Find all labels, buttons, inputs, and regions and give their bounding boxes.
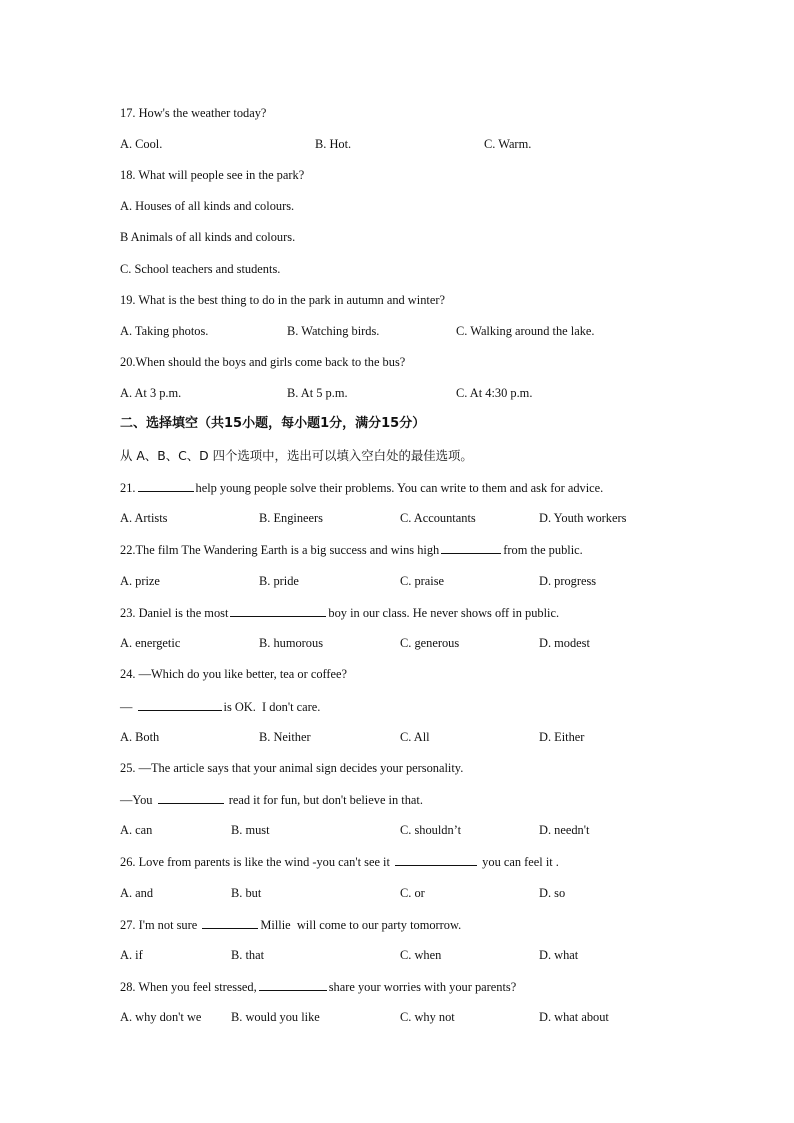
q25-blank (158, 791, 224, 804)
q22-stem-pre: 22.The film The Wandering Earth is a big success and wins high (120, 543, 440, 557)
question-22-stem (120, 541, 583, 558)
q23-option-b: B. humorous (259, 636, 324, 650)
question-21-stem (120, 479, 603, 496)
section-2-heading: 二、选择填空（共15小题，每小题1分，满分15分） (120, 416, 426, 431)
q28-option-c: C. why not (400, 1010, 455, 1024)
q24-option-b: B. Neither (259, 730, 311, 744)
q26-stem-pre: 26. Love from parents is like the wind -you can't see it (120, 855, 390, 869)
q28-option-a: A. why don't we (120, 1010, 202, 1024)
q26-blank (395, 853, 477, 866)
question-28-stem (120, 978, 516, 995)
q21-option-b: B. Engineers (259, 511, 324, 525)
q19-option-a: A. Taking photos. (120, 324, 209, 338)
q25-option-d: D. needn't (539, 823, 590, 837)
q26-option-c: C. or (400, 886, 425, 900)
q21-option-c: C. Accountants (400, 511, 476, 525)
q27-option-d: D. what (539, 948, 579, 962)
q24-reply (120, 698, 320, 715)
q17-option-c: C. Warm. (484, 137, 532, 151)
q20-option-a: A. At 3 p.m. (120, 386, 182, 400)
question-19-stem: 19. What is the best thing to do in the park in autumn and winter? (120, 293, 445, 307)
q26-stem-post: you can feel it . (482, 855, 559, 869)
q24-option-a: A. Both (120, 730, 160, 744)
q18-option-c: C. School teachers and students. (120, 262, 281, 276)
question-26-stem (120, 853, 559, 870)
q21-option-d: D. Youth workers (539, 511, 627, 525)
q27-option-c: C. when (400, 948, 442, 962)
q25-reply-post: read it for fun, but don't believe in that. (228, 793, 423, 807)
q18-option-a: A. Houses of all kinds and colours. (120, 199, 295, 213)
q28-blank (259, 978, 327, 991)
q24-reply-dash: — (120, 700, 133, 714)
q19-option-c: C. Walking around the lake. (456, 324, 595, 338)
q24-blank (138, 698, 222, 711)
q27-stem-pre: 27. I'm not sure (120, 918, 198, 932)
q23-stem-pre: 23. Daniel is the most (120, 606, 229, 620)
q23-stem-post: boy in our class. He never shows off in public. (328, 606, 560, 620)
q23-blank (230, 604, 326, 617)
q25-reply (120, 791, 423, 808)
q26-option-a: A. and (120, 886, 154, 900)
q22-stem-post: from the public. (503, 543, 583, 557)
q27-option-a: A. if (120, 948, 143, 962)
q24-reply-text: is OK. I don't care. (223, 700, 321, 714)
q25-reply-pre: —You (120, 793, 153, 807)
q21-stem-text: help young people solve their problems. You can write to them and ask for advice. (195, 481, 604, 495)
q19-option-b: B. Watching birds. (287, 324, 380, 338)
q25-option-a: A. can (120, 823, 153, 837)
question-24-stem: 24. —Which do you like better, tea or coffee? (120, 667, 348, 681)
q26-option-b: B. but (231, 886, 262, 900)
question-25-stem: 25. —The article says that your animal sign decides your personality. (120, 761, 464, 775)
q23-option-c: C. generous (400, 636, 460, 650)
q28-stem-post: share your worries with your parents? (328, 980, 517, 994)
q26-option-d: D. so (539, 886, 566, 900)
q21-option-a: A. Artists (120, 511, 168, 525)
q24-option-c: C. All (400, 730, 430, 744)
question-23-stem (120, 604, 559, 621)
q23-option-a: A. energetic (120, 636, 181, 650)
section-2-instruction: 从 A、B、C、D 四个选项中，选出可以填入空白处的最佳选项。 (120, 448, 473, 463)
q24-option-d: D. Either (539, 730, 585, 744)
q21-stem-number: 21. (120, 481, 136, 495)
q25-option-b: B. must (231, 823, 270, 837)
q22-blank (441, 541, 501, 554)
q17-option-a: A. Cool. (120, 137, 163, 151)
q22-option-d: D. progress (539, 574, 597, 588)
q20-option-b: B. At 5 p.m. (287, 386, 348, 400)
q27-option-b: B. that (231, 948, 265, 962)
q23-option-d: D. modest (539, 636, 590, 650)
question-20-stem: 20.When should the boys and girls come back to the bus? (120, 355, 406, 369)
q22-option-c: C. praise (400, 574, 445, 588)
q28-option-d: D. what about (539, 1010, 609, 1024)
q28-option-b: B. would you like (231, 1010, 320, 1024)
question-18-stem: 18. What will people see in the park? (120, 168, 305, 182)
q20-option-c: C. At 4:30 p.m. (456, 386, 533, 400)
q27-blank (202, 916, 258, 929)
question-27-stem (120, 916, 461, 933)
q18-option-b: B Animals of all kinds and colours. (120, 230, 296, 244)
q17-option-b: B. Hot. (315, 137, 352, 151)
q28-stem-pre: 28. When you feel stressed, (120, 980, 257, 994)
q25-option-c: C. shouldn’t (400, 823, 462, 837)
q27-stem-post: Millie will come to our party tomorrow. (260, 918, 462, 932)
question-17-stem: 17. How's the weather today? (120, 106, 267, 120)
q21-blank (138, 479, 194, 492)
q22-option-b: B. pride (259, 574, 299, 588)
q22-option-a: A. prize (120, 574, 160, 588)
